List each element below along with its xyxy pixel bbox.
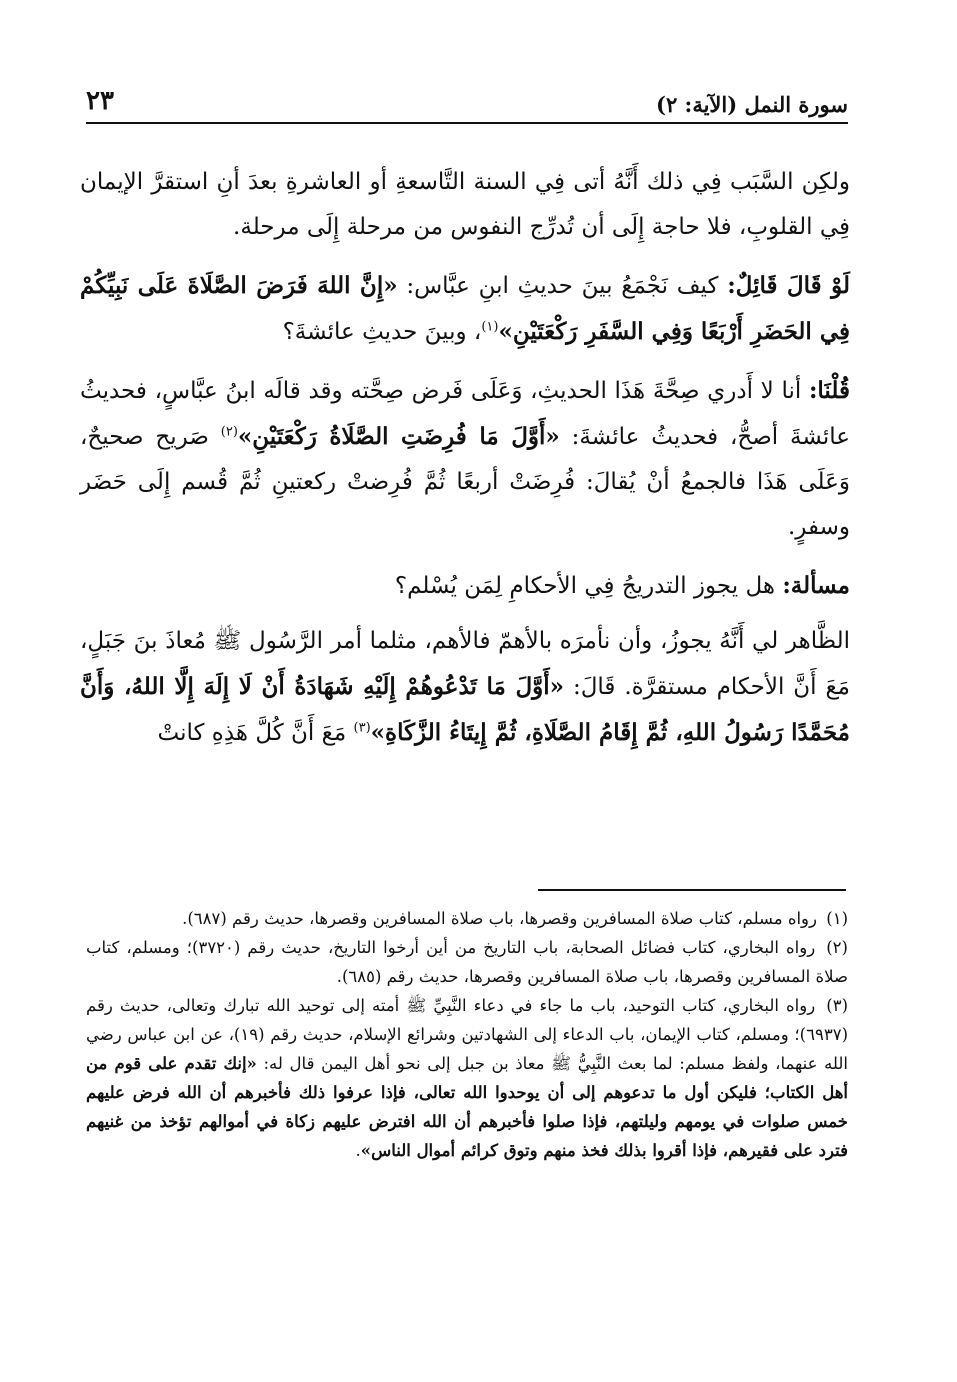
footnote-3 bbox=[86, 991, 848, 1165]
footnote-1-text: رواه مسلم، كتاب صلاة المسافرين وقصرها، باب صلاة المسافرين وقصرها، حديث رقم (٦٨٧). bbox=[182, 909, 817, 928]
paragraph-2-text-b: ، وبينَ حديثِ عائشةَ؟ bbox=[282, 319, 482, 345]
running-title: سورة النمل (الآية: ٢) bbox=[656, 92, 848, 117]
page-header bbox=[86, 82, 848, 122]
footnote-3-text-a: رواه البخاري، كتاب التوحيد، باب ما جاء في دعاء النَّبِيِّ ﷺ أمته إلى توحيد الله تبارك وتعالى، حديث رقم (٦٩٣٧)؛ ومسلم، كتاب الإيمان، باب الدعاء إلى الشهادتين وشرائع الإسلام، حديث رقم (١٩)، عن ابن عباس رضي الله عنهما، ولفظ مسلم: لما بعث النَّبِيُّ ﷺ معاذ بن جبل إلى نحو أهل اليمن قال له: bbox=[86, 996, 848, 1073]
issue-question: هل يجوز التدريجُ فِي الأحكامِ لِمَن يُسْلم؟ bbox=[394, 573, 783, 599]
question-lead: لَوْ قَالَ قَائِلٌ: bbox=[727, 272, 850, 299]
main-text bbox=[80, 160, 850, 769]
footnote-3-quote: «إنك تقدم على قوم من أهل الكتاب؛ فليكن أول ما تدعوهم إلى أن يوحدوا الله تعالى، فإذا عرفوا ذلك فأخبرهم أن الله فرض عليهم خمس صلوات في يومهم وليلتهم، فإذا صلوا فأخبرهم أن الله افترض عليهم زكاة في أموالهم تؤخذ من غنيهم فترد على فقيرهم، فإذا أقروا بذلك فخذ منهم وتوق كرائم أموال الناس» bbox=[86, 1054, 848, 1160]
page-number: ٢٣ bbox=[86, 86, 114, 116]
paragraph-2 bbox=[80, 263, 850, 355]
footnote-3-text-b: . bbox=[355, 1141, 361, 1160]
issue-lead: مسألة: bbox=[782, 572, 850, 599]
paragraph-5 bbox=[80, 619, 850, 756]
footnote-1-number: (١) bbox=[826, 909, 848, 928]
hadith-quote-1: «إِنَّ اللهَ فَرَضَ الصَّلَاةَ عَلَى نَبِيِّكُمْ فِي الحَضَرِ أَرْبَعًا وَفِي السَّفَرِ رَكْعَتَيْنِ» bbox=[80, 272, 850, 345]
paragraph-5-text-b: مَعَ أَنَّ كُلَّ هَذِهِ كانتْ bbox=[157, 720, 354, 746]
paragraph-3-text-a: أنا لا أَدري صِحَّةَ هَذَا الحديثِ، وَعَلَى فَرض صِحَّته وقد قالَه ابنُ عبَّاسٍ، فحديثُ عائشةَ أصحُّ، فحديثُ عائشةَ: bbox=[80, 378, 850, 450]
footnote-ref-1[interactable]: (١) bbox=[481, 319, 499, 335]
paragraph-3-text-b: صَريح صحيحٌ، وَعَلَى هَذَا فالجمعُ أنْ يُقالَ: فُرِضَتْ أربعًا ثُمَّ فُرِضتْ ركعتينِ ثُمَّ قُسم إِلَى حَضَر وسفرٍ. bbox=[80, 424, 850, 540]
footnote-3-number: (٣) bbox=[826, 996, 849, 1015]
paragraph-5-text-a: الظَّاهر لي أَنَّهُ يجوزُ، وأن نأمرَه بالأهمّ فالأهم، مثلما أمر الرَّسُول ﷺ مُعاذَ بنَ جَبَلٍ، مَعَ أَنَّ الأحكام مستقرَّة. قَالَ: bbox=[80, 628, 850, 700]
header-divider bbox=[86, 122, 848, 124]
footnotes bbox=[86, 904, 848, 1165]
footnote-2-number: (٢) bbox=[826, 938, 848, 957]
paragraph-4 bbox=[80, 563, 850, 609]
footnote-divider bbox=[538, 889, 846, 891]
footnote-2 bbox=[86, 933, 848, 991]
footnote-ref-2[interactable]: (٢) bbox=[220, 424, 238, 440]
footnote-2-text: رواه البخاري، كتاب فضائل الصحابة، باب التاريخ من أين أرخوا التاريخ، حديث رقم (٣٧٢٠)؛ ومسلم، كتاب صلاة المسافرين وقصرها، باب صلاة المسافرين وقصرها، حديث رقم (٦٨٥). bbox=[86, 938, 848, 986]
paragraph-3 bbox=[80, 368, 850, 550]
footnote-1 bbox=[86, 904, 848, 933]
hadith-quote-2: «أَوَّلَ مَا فُرِضَتِ الصَّلَاةُ رَكْعَتَيْنِ» bbox=[237, 423, 560, 450]
hadith-quote-3: «أَوَّلَ مَا تَدْعُوهُمْ إِلَيْهِ شَهَادَةُ أَنْ لَا إِلَهَ إِلَّا اللهُ، وَأَنَّ مُحَمَّدًا رَسُولُ اللهِ، ثُمَّ إِقَامُ الصَّلَاةِ، ثُمَّ إِيتَاءُ الزَّكَاةِ» bbox=[80, 673, 850, 746]
footnote-ref-3[interactable]: (٣) bbox=[353, 720, 371, 736]
answer-lead: قُلْنَا: bbox=[808, 377, 850, 404]
paragraph-1: ولكِن السَّبَب فِي ذلك أَنَّهُ أتى فِي السنة التَّاسعةِ أو العاشرةِ بعدَ أنِ استقرَّ الإيمان فِي القلوبِ، فلا حاجة إِلَى أن تُدرِّج النفوس من مرحلة إِلَى مرحلة. bbox=[80, 169, 850, 240]
paragraph-2-text-a: كيف نَجْمَعُ بينَ حديثِ ابنِ عبَّاس: bbox=[397, 273, 728, 299]
